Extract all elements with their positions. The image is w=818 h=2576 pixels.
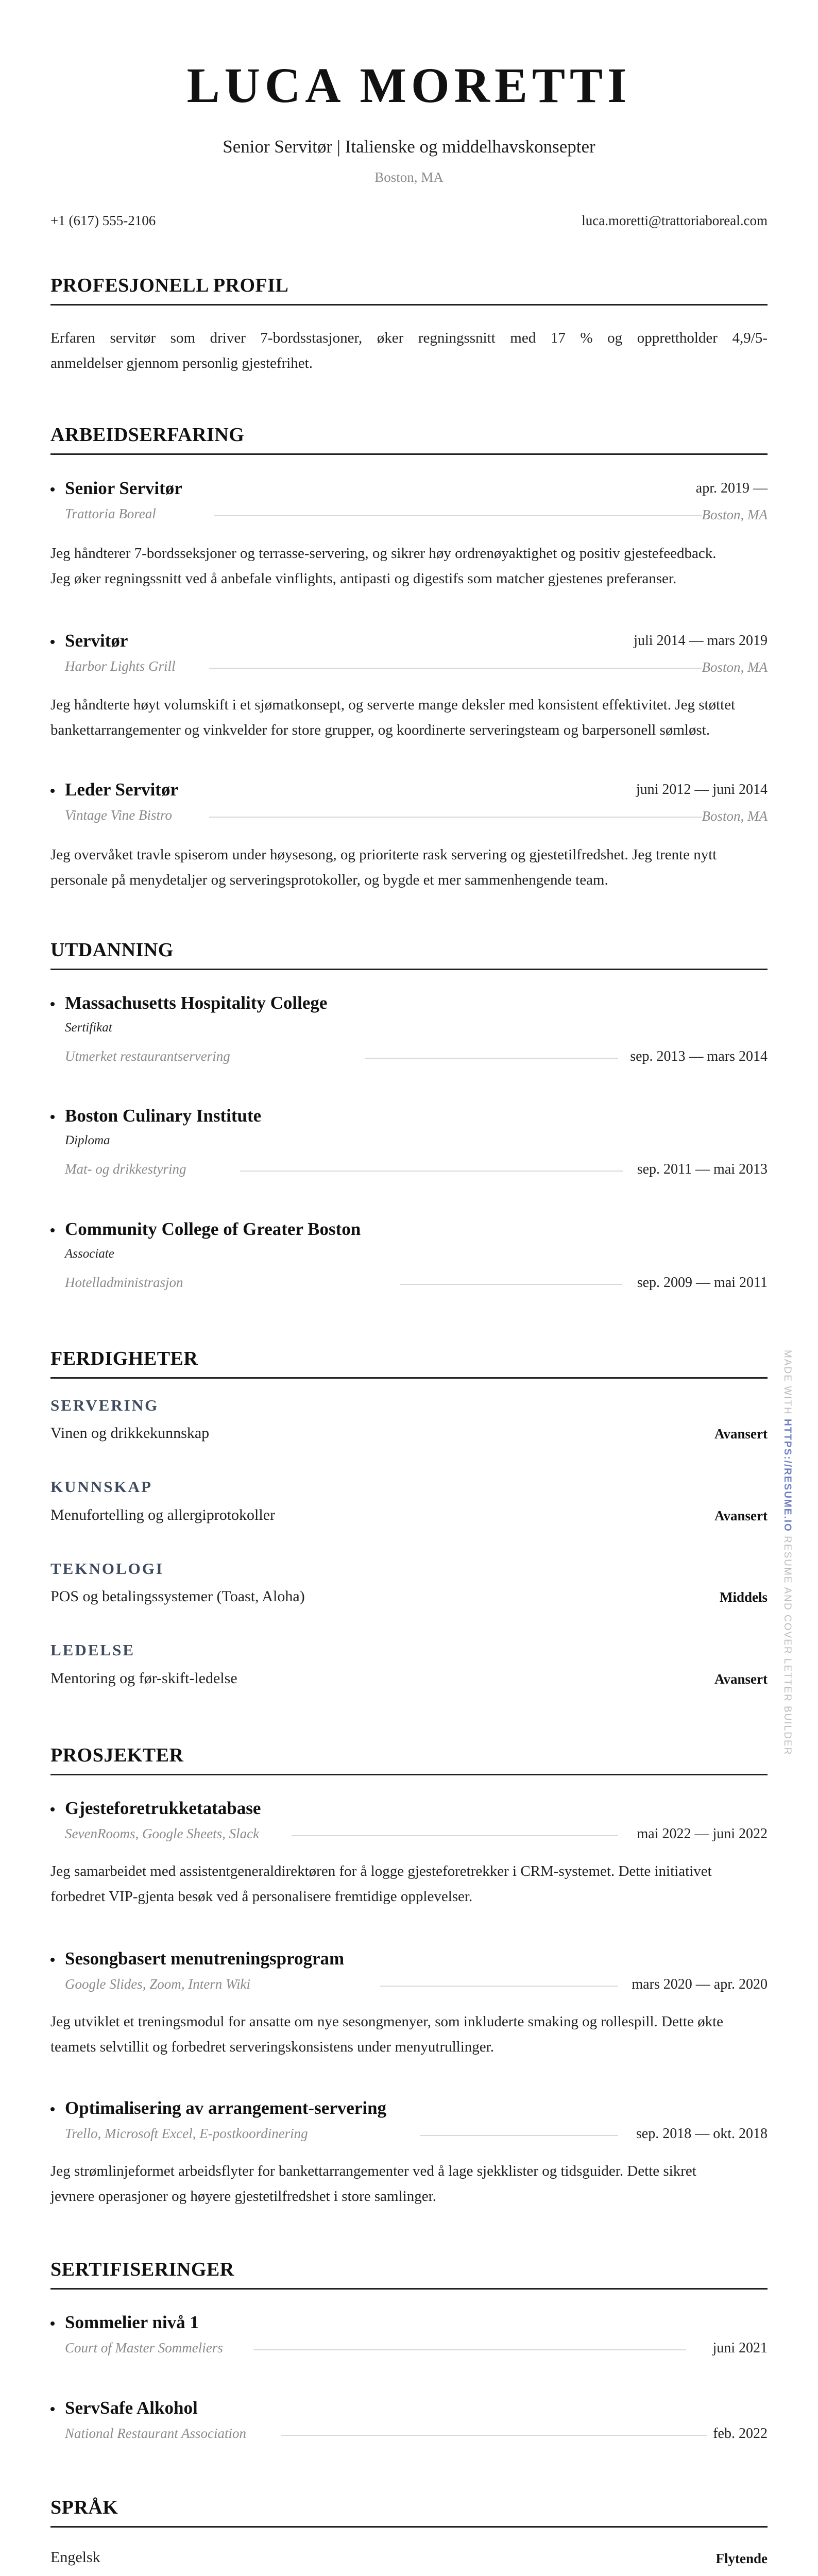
job-role: Senior Servitør bbox=[65, 478, 182, 498]
profile-line: Erfaren servitør som driver 7-bordsstasjoner, øker regningssnitt med 17 % og opprettholder 4,9/5- bbox=[50, 330, 768, 346]
watermark-prefix: MADE WITH bbox=[782, 1350, 793, 1415]
job-role: Leder Servitør bbox=[65, 779, 178, 800]
language-name: Engelsk bbox=[50, 2549, 100, 2566]
divider-line bbox=[240, 1171, 623, 1172]
divider-line bbox=[400, 1284, 622, 1285]
certification-issuer: Court of Master Sommeliers bbox=[65, 2340, 223, 2355]
skill-category: KUNNSKAP bbox=[50, 1478, 152, 1496]
field-of-study: Utmerket restaurantservering bbox=[65, 1048, 230, 1064]
job-company: Trattoria Boreal bbox=[65, 506, 156, 521]
certification-name: Sommelier nivå 1 bbox=[65, 2312, 199, 2332]
skill-name: POS og betalingssystemer (Toast, Aloha) bbox=[50, 1588, 305, 1605]
description-line: Jeg håndterte høyt volumskift i et sjømatkonsept, og serverte mange deksler med konsistent effektivitet. Jeg støttet bbox=[50, 697, 736, 713]
project-date: mai 2022 — juni 2022 bbox=[637, 1826, 768, 1842]
school-name: Community College of Greater Boston bbox=[65, 1219, 361, 1239]
description-line: Jeg samarbeidet med assistentgeneraldirektøren for å logge gjesteforetrekker i CRM-systemet. Dette initiativet bbox=[50, 1863, 712, 1879]
project-description bbox=[50, 2159, 768, 2209]
job-location: Boston, MA bbox=[702, 659, 768, 675]
divider-line bbox=[209, 817, 702, 818]
section-title-certifications: SERTIFISERINGER bbox=[50, 2258, 768, 2290]
bullet-icon bbox=[50, 640, 55, 644]
skill-category: LEDELSE bbox=[50, 1641, 135, 1659]
builder-watermark[interactable] bbox=[777, 1350, 793, 1803]
field-of-study: Hotelladministrasjon bbox=[65, 1275, 183, 1290]
bullet-icon bbox=[50, 2107, 55, 2111]
language-level: Flytende bbox=[715, 2551, 768, 2566]
job-date: juni 2012 — juni 2014 bbox=[636, 782, 768, 798]
watermark-suffix: RESUME AND COVER LETTER BUILDER bbox=[782, 1536, 793, 1756]
education-date: sep. 2011 — mai 2013 bbox=[637, 1161, 768, 1177]
divider-line bbox=[253, 2349, 686, 2350]
section-title-education: UTDANNING bbox=[50, 939, 768, 970]
section-title-profile: PROFESJONELL PROFIL bbox=[50, 274, 768, 306]
description-line: personale på menydetaljer og serveringsprotokoller, og bygde et mer sammenhengende team. bbox=[50, 872, 608, 888]
certification-name: ServSafe Alkohol bbox=[65, 2398, 198, 2418]
degree: Associate bbox=[65, 1247, 114, 1261]
description-line: forbedret VIP-gjenta besøk ved å personalisere fremtidige opplevelser. bbox=[50, 1888, 473, 1905]
job-description bbox=[50, 692, 768, 743]
email-address[interactable]: luca.moretti@trattoriaboreal.com bbox=[582, 213, 768, 228]
bullet-icon bbox=[50, 1115, 55, 1119]
description-line: jevnere operasjoner og høyere gjestetilfredshet i store samlinger. bbox=[50, 2188, 436, 2205]
job-description bbox=[50, 541, 768, 591]
project-name: Optimalisering av arrangement-servering bbox=[65, 2098, 387, 2118]
project-date: sep. 2018 — okt. 2018 bbox=[636, 2126, 768, 2142]
section-title-languages: SPRÅK bbox=[50, 2496, 768, 2528]
section-title-skills: FERDIGHETER bbox=[50, 1347, 768, 1379]
bullet-icon bbox=[50, 2321, 55, 2326]
project-tools: SevenRooms, Google Sheets, Slack bbox=[65, 1826, 260, 1841]
job-location: Boston, MA bbox=[702, 507, 768, 522]
job-date: juli 2014 — mars 2019 bbox=[634, 633, 768, 649]
degree: Diploma bbox=[65, 1133, 110, 1147]
job-date: apr. 2019 — bbox=[695, 480, 768, 496]
bullet-icon bbox=[50, 789, 55, 793]
certification-date: feb. 2022 bbox=[713, 2426, 768, 2442]
project-name: Gjesteforetrukketatabase bbox=[65, 1798, 261, 1818]
divider-line bbox=[292, 1835, 618, 1836]
skill-category: TEKNOLOGI bbox=[50, 1560, 164, 1578]
project-name: Sesongbasert menutreningsprogram bbox=[65, 1948, 345, 1969]
description-line: Jeg overvåket travle spiserom under høysesong, og prioriterte rask servering og gjestetilfredshet. Jeg trente nytt bbox=[50, 846, 717, 863]
project-date: mars 2020 — apr. 2020 bbox=[632, 1976, 768, 1992]
profile-summary bbox=[50, 326, 768, 376]
skill-name: Menufortelling og allergiprotokoller bbox=[50, 1506, 276, 1523]
description-line: Jeg utviklet et treningsmodul for ansatte om nye sesongmenyer, som inkluderte smaking og rollespill. Dette økte bbox=[50, 2013, 723, 2030]
description-line: Jeg øker regningssnitt ved å anbefale vinflights, antipasti og digestifs som matcher gjestenes preferanser. bbox=[50, 570, 677, 587]
description-line: bankettarrangementer og vinkvelder for store grupper, og koordinerte serveringsteam og barpersonell sømløst. bbox=[50, 722, 710, 738]
candidate-location: Boston, MA bbox=[374, 170, 444, 185]
section-title-experience: ARBEIDSERFARING bbox=[50, 423, 768, 455]
bullet-icon bbox=[50, 1002, 55, 1006]
divider-line bbox=[365, 1058, 618, 1059]
job-location: Boston, MA bbox=[702, 808, 768, 824]
certification-issuer: National Restaurant Association bbox=[65, 2426, 247, 2441]
divider-line bbox=[420, 2135, 618, 2136]
skill-level: Avansert bbox=[714, 1426, 768, 1442]
bullet-icon bbox=[50, 1807, 55, 1811]
school-name: Boston Culinary Institute bbox=[65, 1106, 262, 1126]
divider-line bbox=[281, 2435, 707, 2436]
candidate-subtitle: Senior Servitør | Italienske og middelhavskonsepter bbox=[223, 137, 595, 157]
job-role: Servitør bbox=[65, 631, 128, 651]
project-description bbox=[50, 2009, 768, 2060]
skill-category: SERVERING bbox=[50, 1396, 159, 1414]
job-description bbox=[50, 842, 768, 893]
profile-line: anmeldelser gjennom personlig gjestefrihet. bbox=[50, 355, 313, 371]
description-line: Jeg håndterer 7-bordsseksjoner og terrasse-servering, og sikrer høy ordrenøyaktighet og positiv gjestefeedback. bbox=[50, 545, 717, 562]
divider-line bbox=[209, 668, 702, 669]
skill-name: Mentoring og før-skift-ledelse bbox=[50, 1670, 237, 1687]
skill-level: Avansert bbox=[714, 1508, 768, 1523]
description-line: Jeg strømlinjeformet arbeidsflyter for bankettarrangementer ved å lage sjekklister og tidsguider. Dette sikret bbox=[50, 2163, 696, 2179]
education-date: sep. 2009 — mai 2011 bbox=[637, 1275, 768, 1291]
section-title-projects: PROSJEKTER bbox=[50, 1744, 768, 1775]
bullet-icon bbox=[50, 2407, 55, 2411]
job-company: Harbor Lights Grill bbox=[65, 658, 176, 674]
field-of-study: Mat- og drikkestyring bbox=[65, 1161, 186, 1177]
candidate-name: LUCA MORETTI bbox=[186, 58, 632, 113]
divider-line bbox=[380, 1986, 618, 1987]
bullet-icon bbox=[50, 1228, 55, 1232]
bullet-icon bbox=[50, 487, 55, 492]
job-company: Vintage Vine Bistro bbox=[65, 807, 172, 823]
bullet-icon bbox=[50, 1958, 55, 1962]
watermark-brand-link[interactable]: HTTPS://RESUME.IO bbox=[782, 1419, 793, 1532]
skill-level: Middels bbox=[719, 1589, 768, 1605]
phone-number[interactable]: +1 (617) 555-2106 bbox=[50, 213, 156, 228]
project-tools: Google Slides, Zoom, Intern Wiki bbox=[65, 1976, 250, 1992]
degree: Sertifikat bbox=[65, 1021, 112, 1035]
certification-date: juni 2021 bbox=[712, 2340, 768, 2356]
education-date: sep. 2013 — mars 2014 bbox=[630, 1048, 768, 1064]
project-description bbox=[50, 1859, 768, 1909]
divider-line bbox=[214, 515, 702, 516]
skill-level: Avansert bbox=[714, 1671, 768, 1687]
skill-name: Vinen og drikkekunnskap bbox=[50, 1425, 210, 1442]
description-line: teamets selvtillit og forbedret serveringskonsistens under menyutrullinger. bbox=[50, 2039, 494, 2055]
project-tools: Trello, Microsoft Excel, E-postkoordinering bbox=[65, 2126, 308, 2141]
school-name: Massachusetts Hospitality College bbox=[65, 993, 328, 1013]
